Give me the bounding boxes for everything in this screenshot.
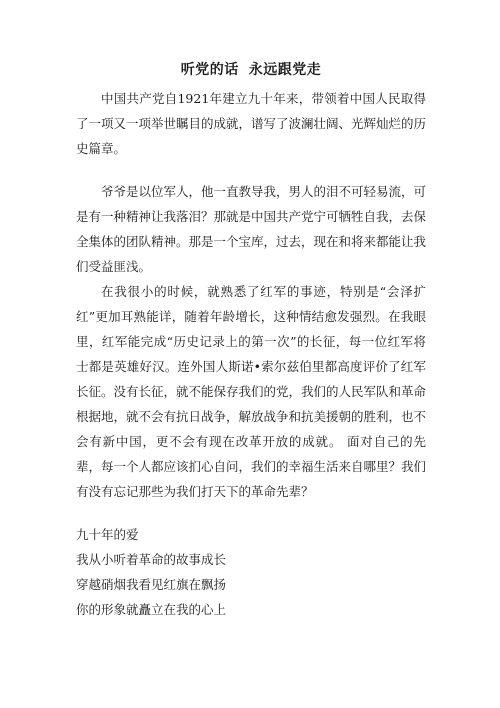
- poem-line: 你的形象就矗立在我的心上: [76, 602, 227, 617]
- poem-line: 穿越硝烟我看见红旗在飘扬: [76, 577, 227, 592]
- poem-line: 我从小听着革命的故事成长: [76, 552, 227, 567]
- title-part-2: 永远跟党走: [248, 62, 322, 78]
- paragraph-red-army: 在我很小的时候，就熟悉了红军的事迹，特别是“会泽扩红”更加耳熟能详，随着年龄增长，这种情结愈发强烈。在我眼里，红军能完成“历史记录上的第一次”的长征，每一位红军将士都是英雄好汉。连外国人斯诺•索尔兹伯里都高度评价了红军长征。没有长征，就不能保存我们的党，我们的人民军队和革命根据地，就不会有抗日战争，解放战争和抗美援朝的胜利，也不会有新中国，更不会有现在改革开放的成就。 面对自己的先辈，每一个人都应该扪心自问，我们的幸福生活来自哪里？我们有没有忘记那些为我们打天下的革命先辈？: [76, 284, 427, 499]
- title-part-1: 听党的话: [180, 62, 239, 78]
- poem-spacer: [76, 504, 426, 522]
- paragraph-intro: 中国共产党自1921年建立九十年来，带领着中国人民取得了一项又一项举世瞩目的成就，谱写了波澜壮阔、光辉灿烂的历史篇章。: [76, 91, 427, 156]
- document-page: [76, 60, 426, 622]
- paragraph-grandfather: 爷爷是以位军人，他一直教导我，男人的泪不可轻易流，可是有一种精神让我落泪？那就是中国共产党宁可牺牲自我，去保全集体的团队精神。那是一个宝库，过去，现在和将来都能让我们受益匪浅。: [76, 184, 427, 274]
- paragraph-spacer: [76, 161, 426, 179]
- poem-title: 九十年的爱: [76, 527, 139, 542]
- document-title: [76, 60, 426, 80]
- poem: [76, 522, 426, 622]
